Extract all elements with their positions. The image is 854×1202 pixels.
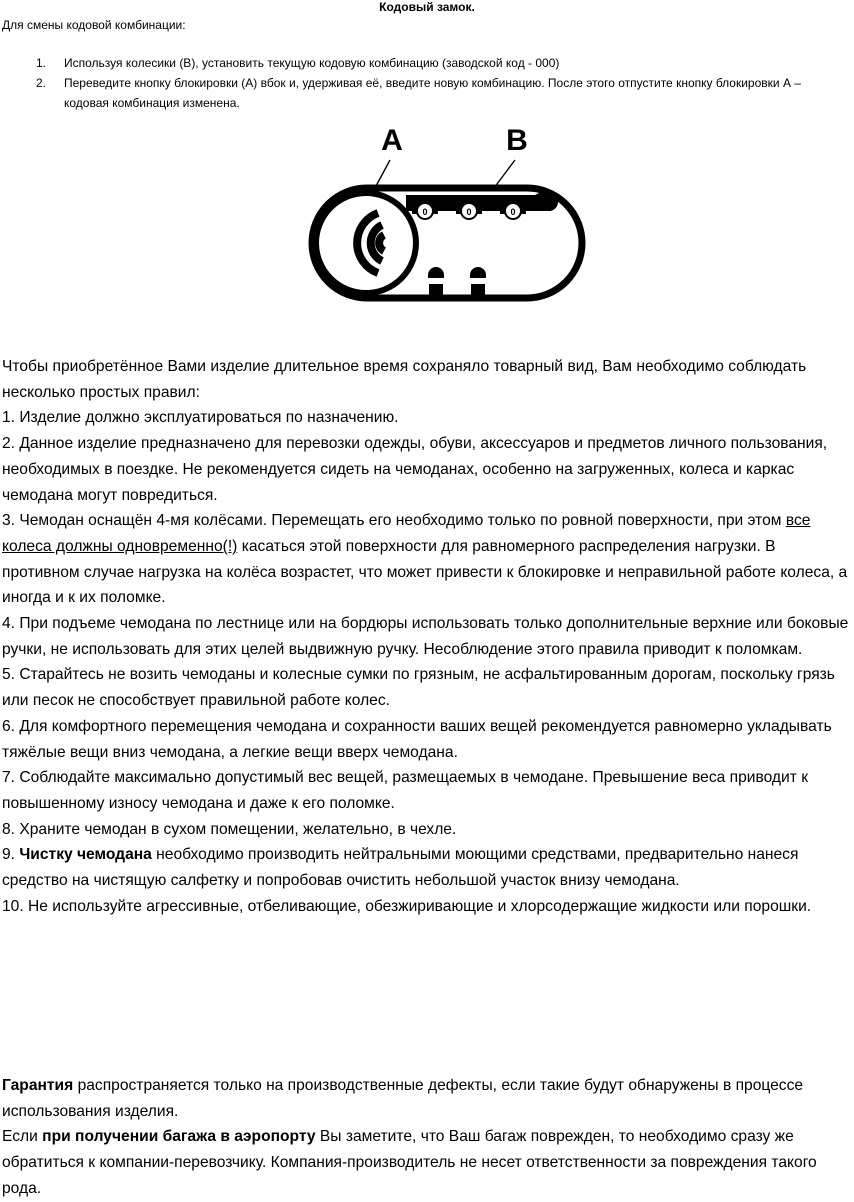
page-title: Кодовый замок. xyxy=(379,0,475,14)
step-text: Переведите кнопку блокировки (А) вбок и, удерживая её, введите новую комбинацию. После этого отпустите кнопку блокировки А – кодовая комбинация изменена. xyxy=(64,76,801,110)
warranty-bold-text: при получении багажа в аэропорту xyxy=(42,1128,316,1146)
warranty-text: Если xyxy=(2,1128,43,1146)
rule-item xyxy=(2,842,852,893)
code-change-steps xyxy=(36,53,846,113)
warranty-paragraph xyxy=(2,1073,852,1124)
code-change-intro: Для смены кодовой комбинации: xyxy=(2,18,186,32)
rule-text: 3. Чемодан оснащён 4-мя колёсами. Перемещать его необходимо только по ровной поверхности, при этом xyxy=(2,512,786,530)
care-rules xyxy=(2,354,852,919)
wheel-digit: 0 xyxy=(510,207,516,217)
rule-item: 2. Данное изделие предназначено для перевозки одежды, обуви, аксессуаров и предметов личного пользования, необходимых в поездке. Не рекомендуется сидеть на чемоданах, особенно на загруженных, колеса и каркас чемодана могут повредиться. xyxy=(2,435,828,504)
rule-item: 1. Изделие должно эксплуатироваться по назначению. xyxy=(2,409,399,427)
step-number: 1. xyxy=(36,56,47,70)
warranty-text: Вы заметите, что Ваш багаж поврежден, то необходимо сразу же обратиться к компании-перевозчику. Компания-производитель не несет ответственности за повреждения такого рода. xyxy=(2,1128,817,1197)
step-number: 2. xyxy=(36,76,47,90)
rule-underlined-text: все колеса должны одновременно(!) xyxy=(2,512,811,555)
rules-intro: Чтобы приобретённое Вами изделие длительное время сохраняло товарный вид, Вам необходимо соблюдать несколько простых правил: xyxy=(2,358,807,401)
step-item xyxy=(36,53,846,73)
label-b: B xyxy=(506,124,528,157)
rule-text: касаться этой поверхности для равномерного распределения нагрузки. В противном случае нагрузка на колёса возрастет, что может привести к блокировке и неправильной работе колеса, а иногда и к их поломке. xyxy=(2,537,848,607)
warranty-paragraph xyxy=(2,1124,852,1201)
wheel-housing-cap xyxy=(532,193,558,211)
rule-bold-text: Чистку чемодана xyxy=(19,846,152,864)
lock-button-disc xyxy=(316,193,416,293)
rule-item xyxy=(2,508,852,611)
wheel-digit: 0 xyxy=(466,207,472,217)
label-a: A xyxy=(381,124,403,157)
combination-lock-diagram xyxy=(300,118,600,318)
rule-item: 6. Для комфортного перемещения чемодана и сохранности ваших вещей рекомендуется равномерно укладывать тяжёлые вещи вниз чемодана, а легкие вещи вверх чемодана. xyxy=(2,717,832,761)
step-item xyxy=(36,73,846,113)
warranty-bold-text: Гарантия xyxy=(2,1077,74,1094)
warranty-section xyxy=(2,1073,852,1202)
warranty-text: распространяется только на производственные дефекты, если такие будут обнаружены в процессе использования изделия. xyxy=(2,1077,804,1120)
rule-item: 10. Не используйте агрессивные, отбеливающие, обезжиривающие и хлорсодержащие жидкости или порошки. xyxy=(2,897,812,915)
step-text: Используя колесики (В), установить текущую кодовую комбинацию (заводской код - 000) xyxy=(64,56,560,70)
rule-item: 8. Храните чемодан в сухом помещении, желательно, в чехле. xyxy=(2,820,457,838)
wheel-digit: 0 xyxy=(422,207,428,217)
rule-text: необходимо производить нейтральными моющими средствами, предварительно нанеся средство на чистящую салфетку и попробовав очистить небольшой участок внизу чемодана. xyxy=(2,846,799,890)
rule-item: 4. При подъеме чемодана по лестнице или на бордюры использовать только дополнительные верхние или боковые ручки, не использовать для этих целей выдвижную ручку. Несоблюдение этого правила приводит к поломкам. xyxy=(2,615,849,658)
rule-item: 7. Соблюдайте максимально допустимый вес вещей, размещаемых в чемодане. Превышение веса приводит к повышенному износу чемодана и даже к его поломке. xyxy=(2,769,809,812)
rule-number: 9. xyxy=(2,846,20,864)
rule-item: 5. Старайтесь не возить чемоданы и колесные сумки по грязным, не асфальтированным дорогам, поскольку грязь или песок не способствует правильной работе колес. xyxy=(2,666,835,710)
